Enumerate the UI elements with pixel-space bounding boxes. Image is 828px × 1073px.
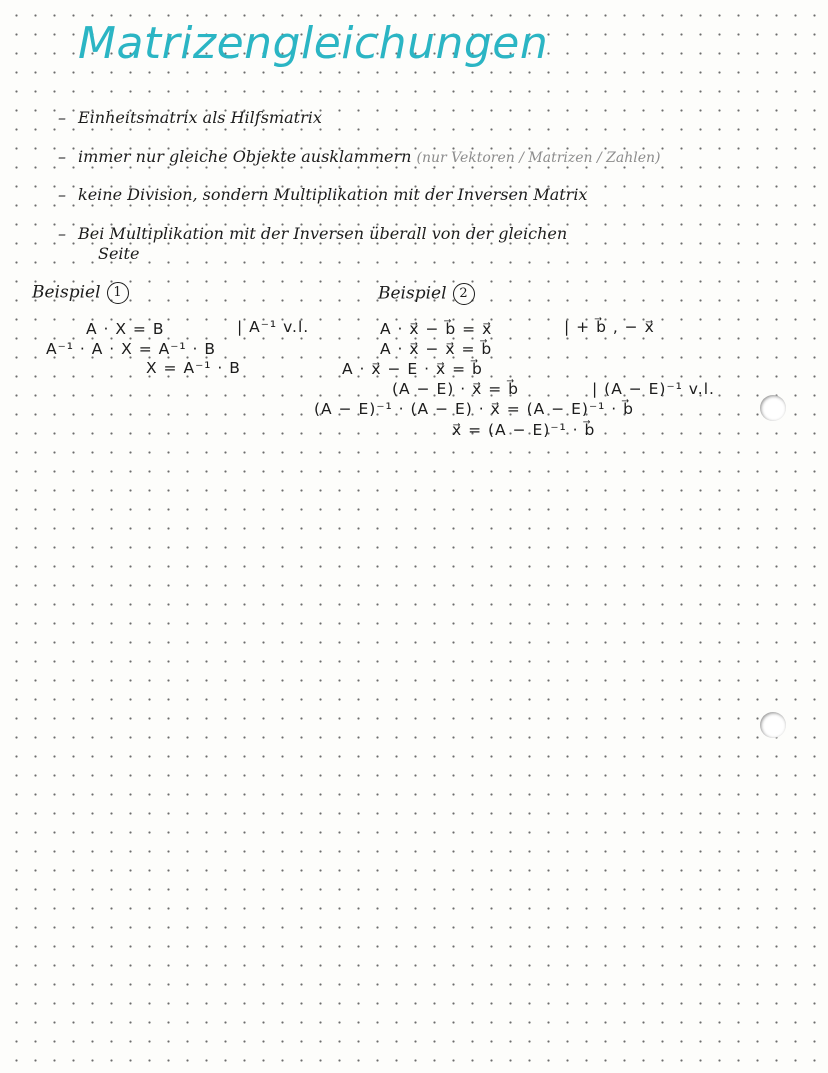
rule-text: Bei Multiplikation mit der Inversen überall von der gleichen [78,224,568,243]
bullet-dash: – [58,147,66,166]
example-2-heading [378,283,475,305]
equation-operation: | A⁻¹ v.l. [237,318,310,336]
equation-line: x⃗ = (A − E)⁻¹ · b⃗ [452,421,596,439]
bullet-dash: – [58,224,66,243]
equation-line: A · x⃗ − b⃗ = x⃗ [380,320,493,338]
bullet-dash: – [58,185,66,204]
example-1-heading [32,282,129,304]
example-label: Beispiel [378,283,447,304]
rule-note: (nur Vektoren / Matrizen / Zahlen) [416,150,661,166]
equation-line: (A − E)⁻¹ · (A − E) · x⃗ = (A − E)⁻¹ · b⃗ [314,400,634,418]
equation-operation: | (A − E)⁻¹ v.l. [592,380,715,398]
rule-item [58,108,322,127]
equation-line: A · x⃗ − E · x⃗ = b⃗ [342,360,483,378]
rule-item [58,147,661,166]
equation-operation: | + b⃗ , − x⃗ [564,318,655,336]
rule-text: keine Division, sondern Multiplikation mit der Inversen Matrix [78,185,588,204]
equation-line: (A − E) · x⃗ = b⃗ [392,380,519,398]
rule-text: immer nur gleiche Objekte ausklammern [78,147,412,166]
equation-line: A · X = B [86,320,165,338]
example-label: Beispiel [32,282,101,303]
rule-continuation: Seite [98,244,140,263]
page-title: Matrizengleichungen [78,18,549,69]
equation-line: A⁻¹ · A · X = A⁻¹ · B [46,340,217,358]
rule-item [58,185,587,204]
punch-hole [760,712,786,738]
equation-line: A · x⃗ − x⃗ = b⃗ [380,340,493,358]
rule-item [58,224,567,243]
rule-text: Einheitsmatrix als Hilfsmatrix [78,108,322,127]
example-number: 1 [107,282,129,304]
equation-line: X = A⁻¹ · B [146,359,241,377]
example-number: 2 [453,283,475,305]
bullet-dash: – [58,108,66,127]
punch-hole [760,395,786,421]
